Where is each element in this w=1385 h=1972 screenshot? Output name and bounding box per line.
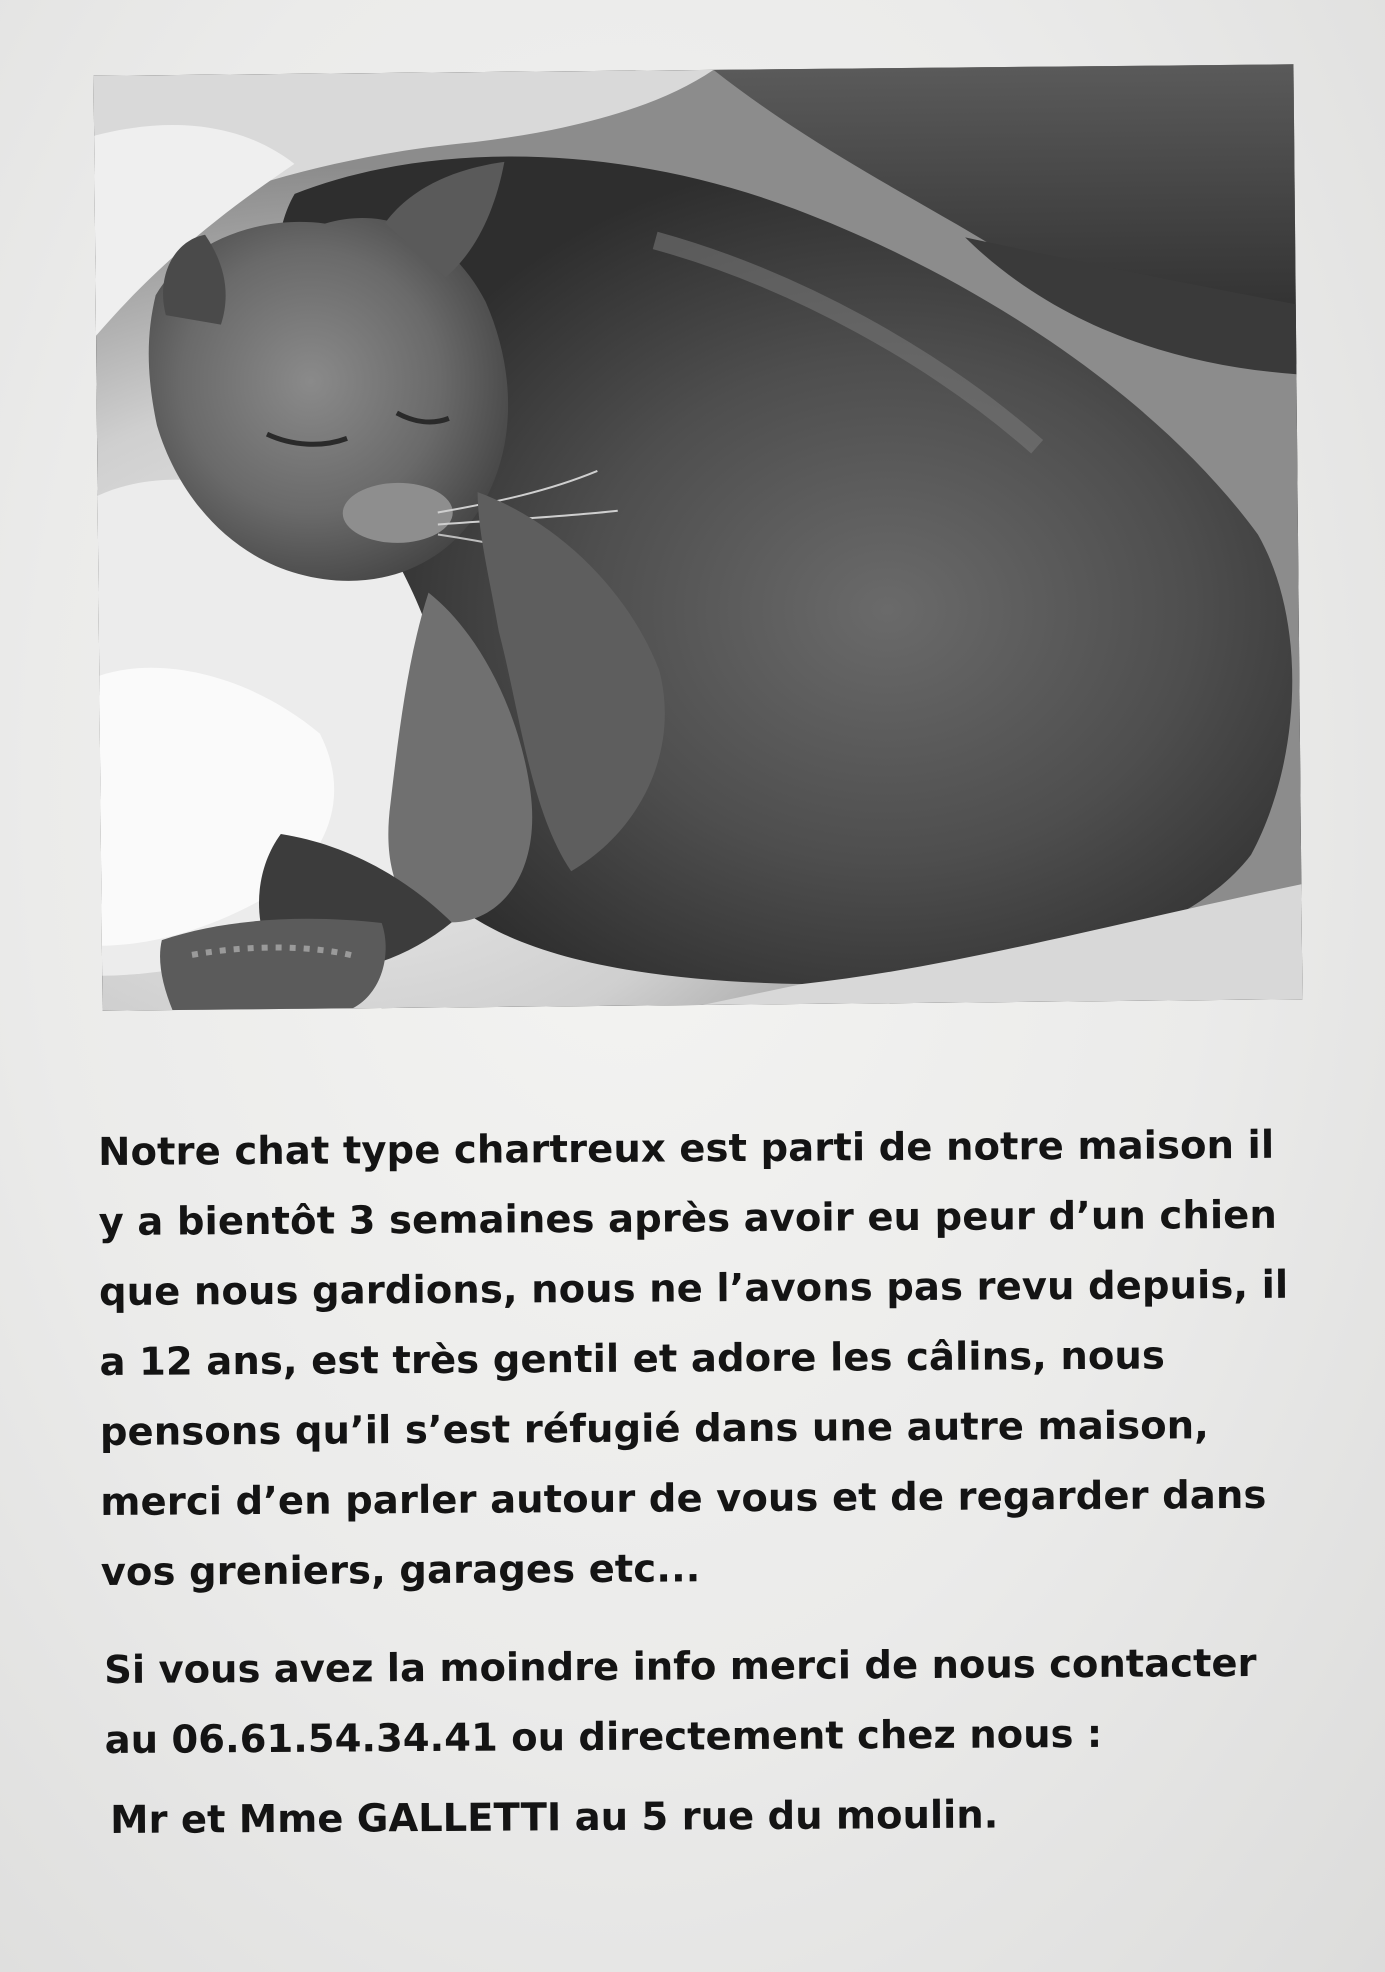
- description-line: Notre chat type chartreux est parti de notre maison il: [98, 1122, 1275, 1175]
- description-paragraph: [98, 1111, 1311, 1608]
- contact-paragraph: [104, 1629, 1315, 1776]
- cat-photo: [94, 64, 1303, 1010]
- description-line: que nous gardions, nous ne l’avons pas revu depuis, il: [98, 1262, 1289, 1315]
- address-line: Mr et Mme GALLETTI au 5 rue du moulin.: [110, 1792, 999, 1843]
- description-line: a 12 ans, est très gentil et adore les câlins, nous: [99, 1333, 1166, 1385]
- description-line: pensons qu’il s’est réfugié dans une autre maison,: [99, 1403, 1210, 1455]
- contact-line: Si vous avez la moindre info merci de nous contacter: [104, 1640, 1257, 1693]
- address-paragraph: [110, 1779, 1320, 1856]
- description-line: vos greniers, garages etc...: [100, 1546, 701, 1595]
- description-line: y a bientôt 3 semaines après avoir eu peur d’un chien: [98, 1192, 1278, 1245]
- contact-line-phone: au 06.61.54.34.41 ou directement chez nous :: [104, 1711, 1103, 1763]
- description-line: merci d’en parler autour de vous et de regarder dans: [100, 1472, 1267, 1525]
